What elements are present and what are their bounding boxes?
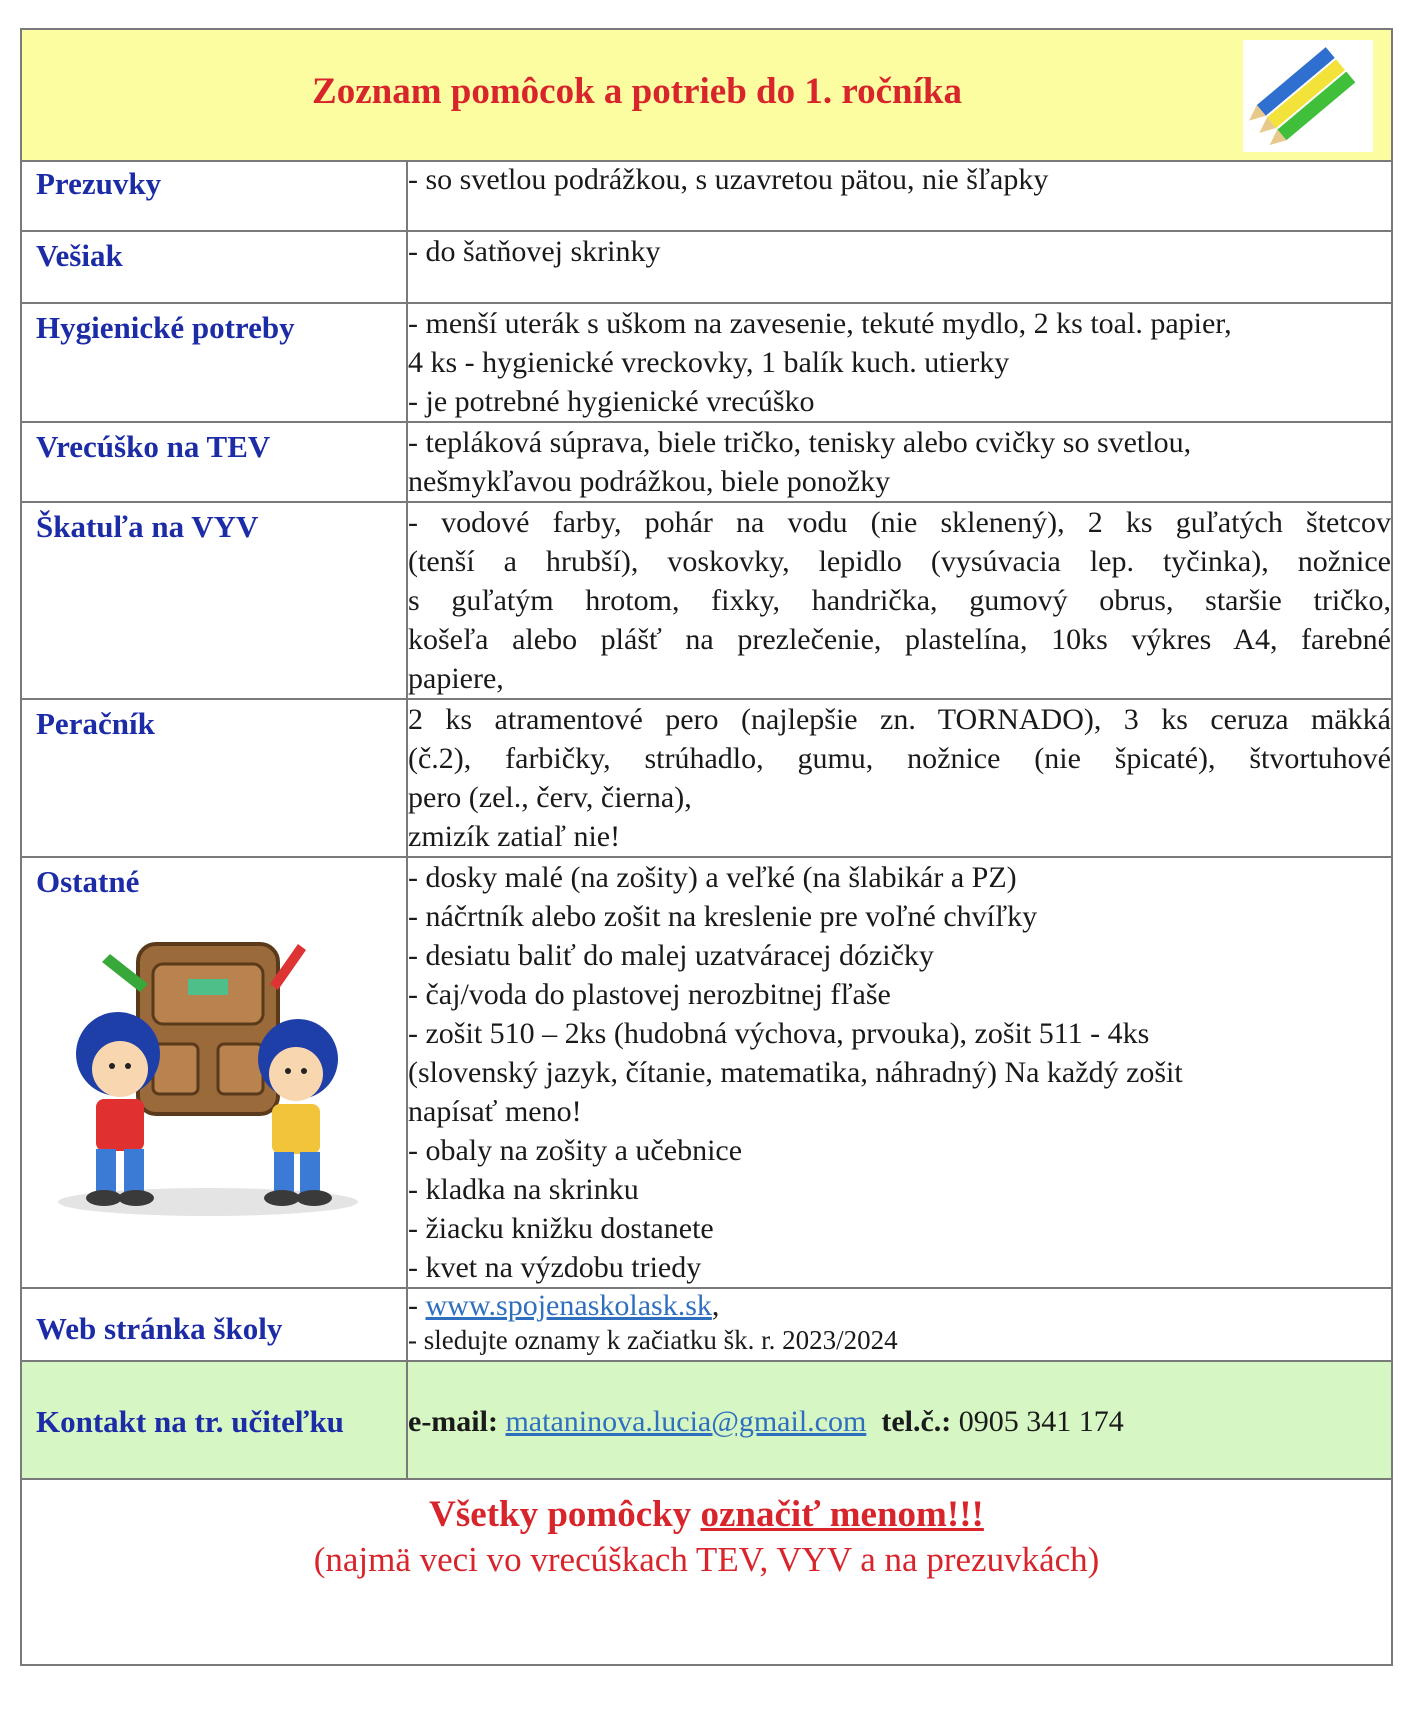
row-text: - tepláková súprava, biele tričko, tenisky alebo cvičky so svetlou, xyxy=(408,426,1192,459)
row-text: - vodové farby, pohár na vodu (nie sklenený), 2 ks guľatých štetcov xyxy=(408,506,1391,539)
phone-number: 0905 341 174 xyxy=(958,1405,1124,1438)
link-suffix: , xyxy=(711,1289,720,1322)
row-text: - čaj/voda do plastovej nerozbitnej fľaše xyxy=(408,978,891,1011)
row-label: Vrecúško na TEV xyxy=(36,429,271,464)
row-label: Hygienické potreby xyxy=(36,310,295,345)
row-text: s guľatým hrotom, fixky, handrička, gumový obrus, staršie tričko, xyxy=(408,584,1391,617)
pencils-icon xyxy=(1243,40,1373,152)
footer-notice xyxy=(22,1492,1391,1582)
row-text: - obaly na zošity a učebnice xyxy=(408,1134,743,1167)
email-link[interactable]: mataninova.lucia@gmail.com xyxy=(505,1405,867,1438)
row-label: Ostatné xyxy=(36,864,140,899)
row-label: Peračník xyxy=(36,706,155,741)
contact-line xyxy=(408,1402,1391,1441)
row-text: košeľa alebo plášť na prezlečenie, plastelína, 10ks výkres A4, farebné xyxy=(408,623,1391,656)
footer-line-2: (najmä veci vo vrecúškach TEV, VYV a na prezuvkách) xyxy=(313,1540,1100,1579)
supply-list-sheet xyxy=(20,28,1393,1666)
row-label: Web stránka školy xyxy=(36,1311,283,1346)
row-text: pero (zel., červ, čierna), xyxy=(408,781,692,814)
row-text: - zošit 510 – 2ks (hudobná výchova, prvouka), zošit 511 - 4ks xyxy=(408,1017,1150,1050)
contact-row xyxy=(22,1361,1391,1479)
page-title: Zoznam pomôcok a potrieb do 1. ročníka xyxy=(312,71,962,112)
row-label: Škatuľa na VYV xyxy=(36,509,259,544)
table-row xyxy=(22,1288,1391,1361)
table-row xyxy=(22,857,1391,1288)
row-text: - je potrebné hygienické vrecúško xyxy=(408,385,815,418)
row-text: (slovenský jazyk, čítanie, matematika, náhradný) Na každý zošit xyxy=(408,1056,1183,1089)
contact-label: Kontakt na tr. učiteľku xyxy=(36,1404,344,1439)
email-label: e-mail: xyxy=(408,1405,498,1438)
row-text: - menší uterák s uškom na zavesenie, tekuté mydlo, 2 ks toal. papier, xyxy=(408,307,1232,340)
title-row xyxy=(22,30,1391,162)
row-text: (č.2), farbičky, strúhadlo, gumu, nožnice (nie špicaté), štvortuhové xyxy=(408,742,1391,775)
row-text: - so svetlou podrážkou, s uzavretou pätou, nie šľapky xyxy=(408,163,1049,196)
table-row xyxy=(22,502,1391,699)
table-row xyxy=(22,422,1391,502)
supply-table xyxy=(22,160,1391,1480)
link-prefix: - xyxy=(408,1289,426,1322)
row-text: 4 ks - hygienické vreckovky, 1 balík kuch. utierky xyxy=(408,346,1010,379)
row-label: Prezuvky xyxy=(36,166,162,201)
phone-label: tel.č.: xyxy=(881,1405,952,1438)
row-text: - kvet na výzdobu triedy xyxy=(408,1251,702,1284)
footer-prefix: Všetky pomôcky xyxy=(429,1494,701,1535)
row-label: Vešiak xyxy=(36,238,123,273)
row-text: 2 ks atramentové pero (najlepšie zn. TORNADO), 3 ks ceruza mäkká xyxy=(408,703,1391,736)
table-row xyxy=(22,160,1391,231)
row-text: - desiatu baliť do malej uzatváracej dózičky xyxy=(408,939,934,972)
row-text: papiere, xyxy=(408,662,504,695)
row-text: zmizík zatiaľ nie! xyxy=(408,820,621,853)
website-line xyxy=(408,1289,1391,1323)
row-text: (tenší a hrubší), voskovky, lepidlo (vysúvacia lep. tyčinka), nožnice xyxy=(408,545,1391,578)
row-text: nešmykľavou podrážkou, biele ponožky xyxy=(408,465,891,498)
row-text: - dosky malé (na zošity) a veľké (na šlabikár a PZ) xyxy=(408,861,1017,894)
kids-with-backpack-illustration xyxy=(48,924,368,1224)
table-row xyxy=(22,231,1391,303)
row-text: - sledujte oznamy k začiatku šk. r. 2023/2024 xyxy=(408,1325,898,1355)
row-text: - do šatňovej skrinky xyxy=(408,235,661,268)
footer-line-1 xyxy=(22,1492,1391,1538)
footer-emphasis: označiť menom!!! xyxy=(700,1494,984,1535)
school-website-link[interactable]: www.spojenaskolask.sk xyxy=(425,1289,712,1322)
row-text: - kladka na skrinku xyxy=(408,1173,639,1206)
row-text: - náčrtník alebo zošit na kreslenie pre voľné chvíľky xyxy=(408,900,1038,933)
row-text: - žiacku knižku dostanete xyxy=(408,1212,714,1245)
row-text: napísať meno! xyxy=(408,1095,582,1128)
table-row xyxy=(22,699,1391,857)
table-row xyxy=(22,303,1391,422)
